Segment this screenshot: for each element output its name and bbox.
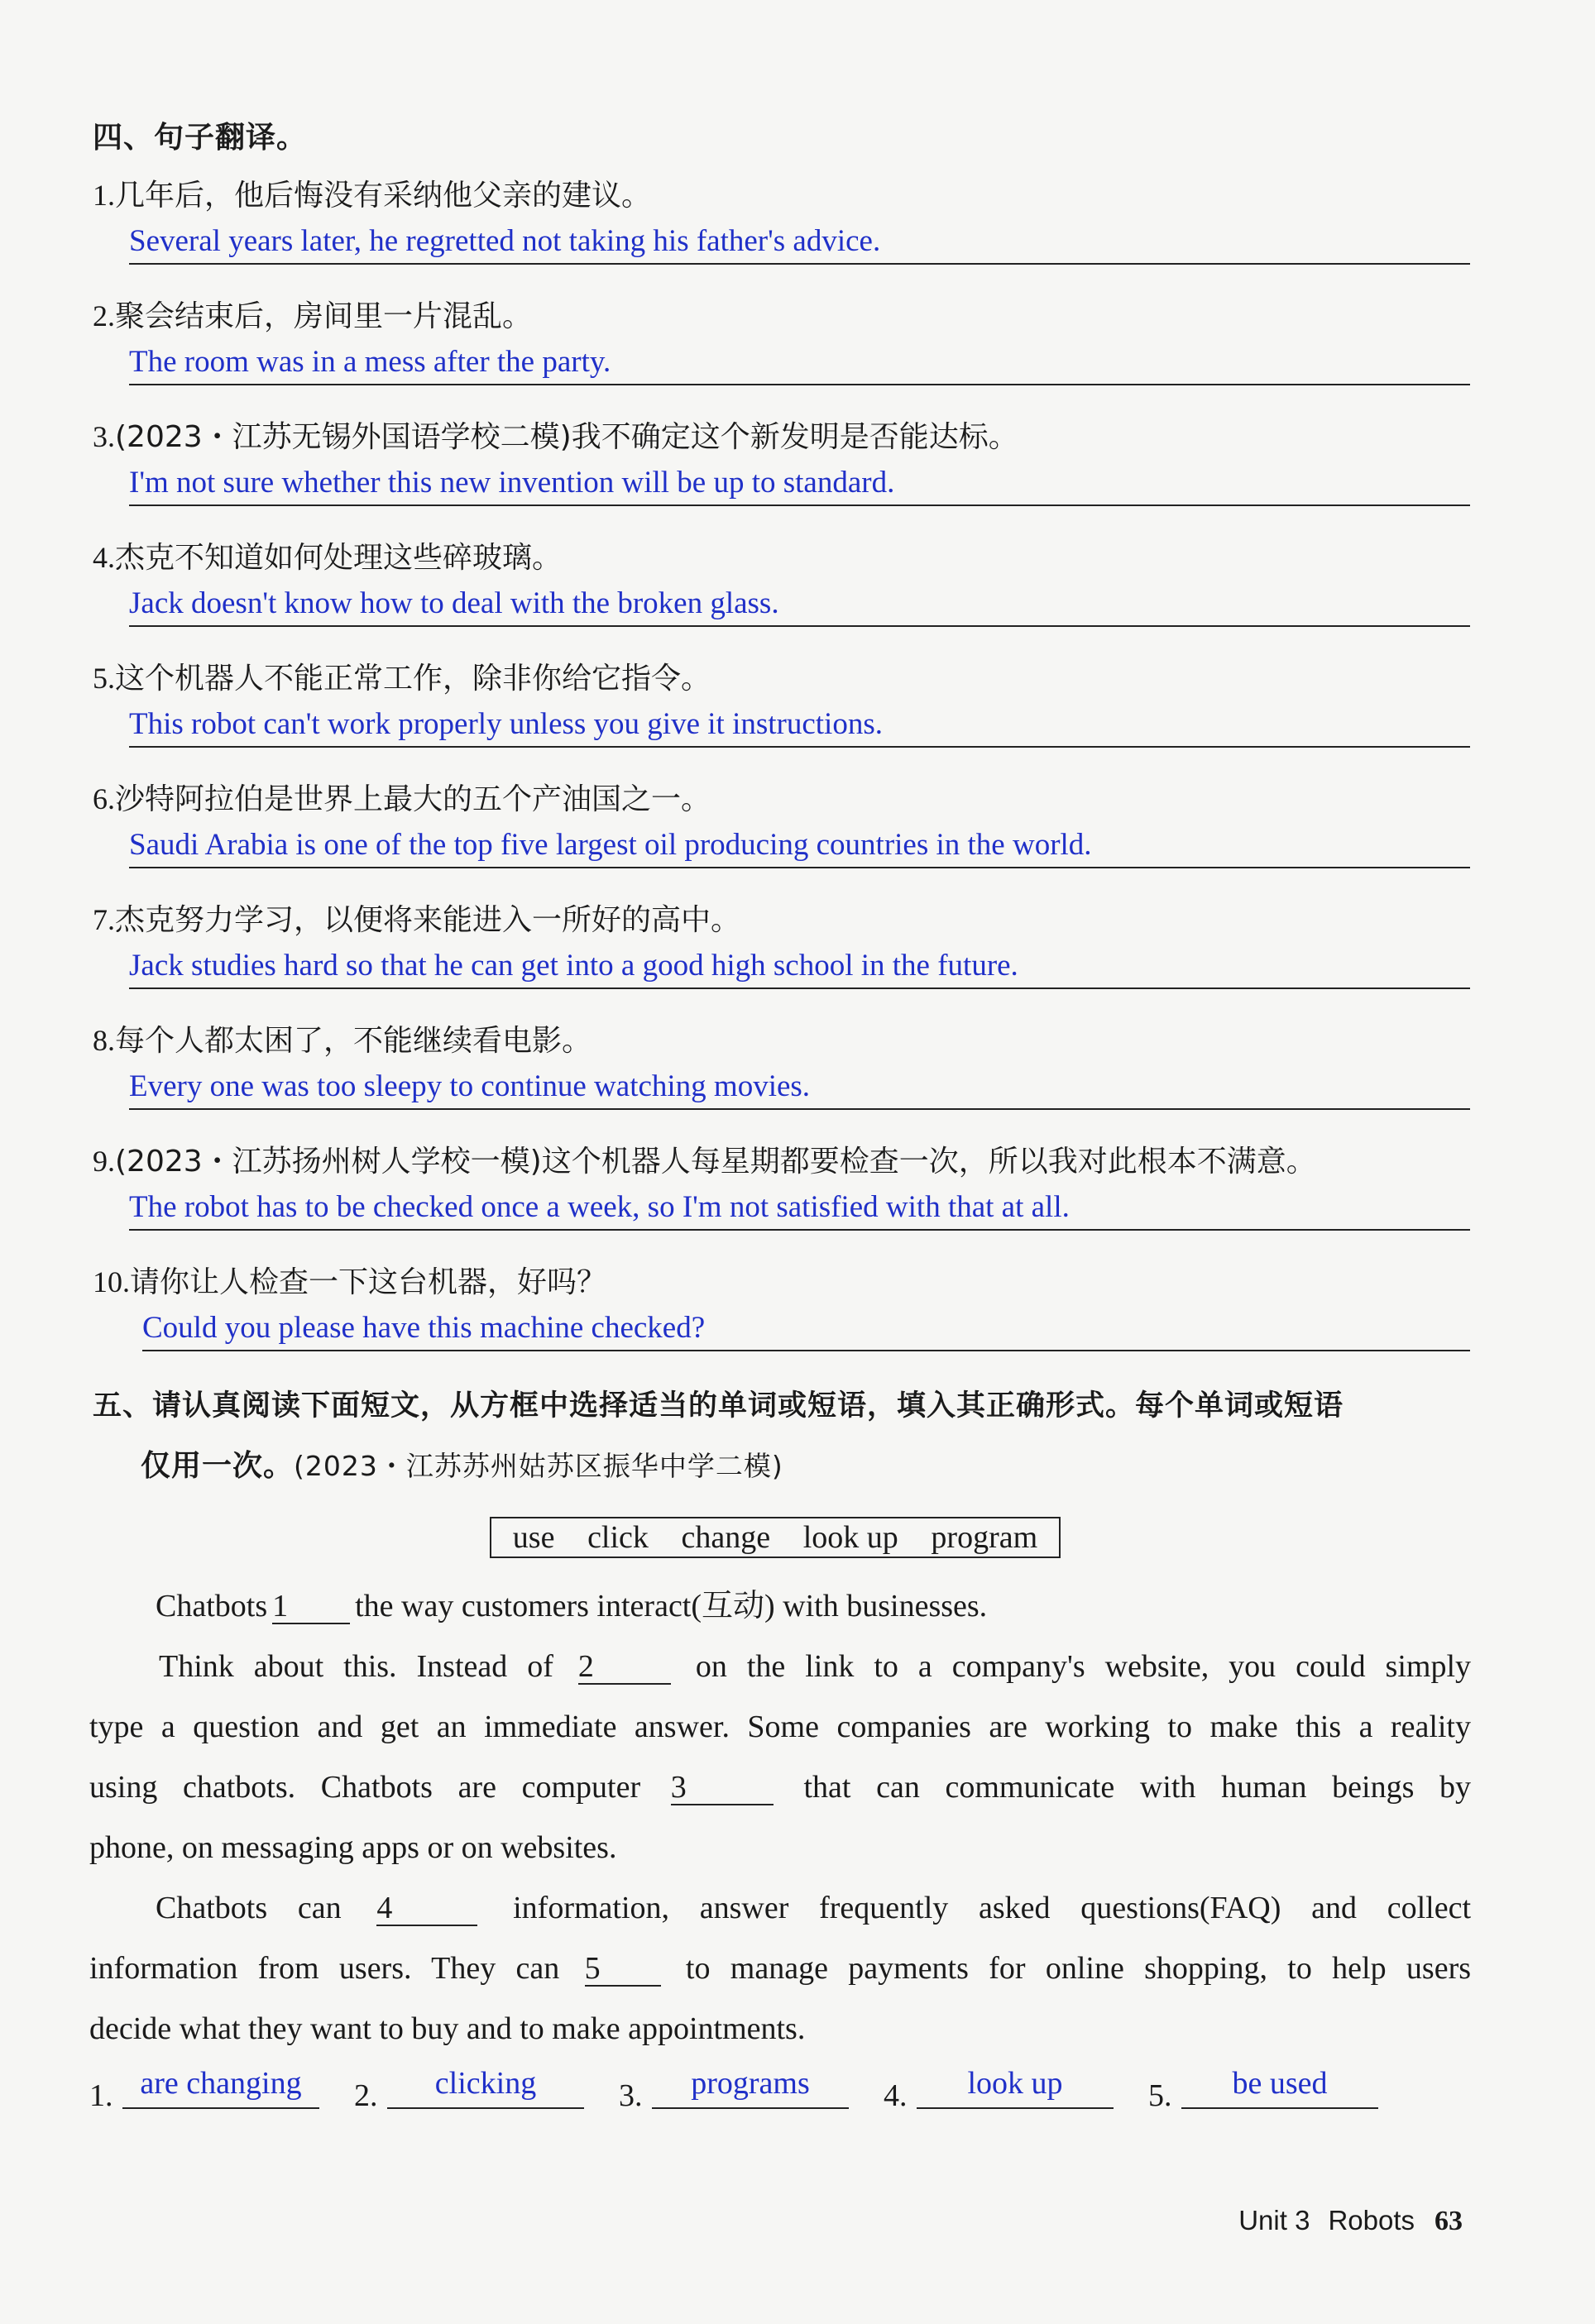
blank-1: 1 (272, 1590, 350, 1624)
word-bank-box (490, 1517, 1061, 1558)
question-text: 9.(2023・江苏扬州树人学校一模)这个机器人每星期都要检查一次，所以我对此根本不满意。 (93, 1145, 1316, 1179)
answer-value: clicking (387, 2059, 584, 2109)
word-bank-item: look up (802, 1520, 898, 1555)
answer-underline (142, 1350, 1470, 1351)
section-5-title-cont: 仅用一次。(2023・江苏苏州姑苏区振华中学二模) (141, 1449, 783, 1483)
answer-text: The room was in a mess after the party. (129, 345, 611, 379)
passage-paragraph-3-line-1: Chatbots can 4 information, answer frequently asked questions(FAQ) and collect (156, 1891, 1472, 1925)
question-text: 4.杰克不知道如何处理这些碎玻璃。 (93, 541, 563, 575)
blank-4: 4 (376, 1891, 477, 1926)
passage-paragraph-3-line-3: decide what they want to buy and to make appointments. (89, 2011, 806, 2046)
question-text: 6.沙特阿拉伯是世界上最大的五个产油国之一。 (93, 782, 711, 816)
answer-text: Jack doesn't know how to deal with the broken glass. (129, 586, 779, 620)
answer-underline (129, 263, 1470, 265)
answer-underline (129, 987, 1470, 989)
answer-underline (129, 1108, 1470, 1110)
translation-item (93, 1259, 1470, 1380)
passage-paragraph-2-line-2: type a question and get an immediate answer. Some companies are working to make this a reality (89, 1710, 1471, 1744)
answer-value: be used (1181, 2059, 1378, 2109)
word-bank-item: change (681, 1520, 771, 1555)
translation-item (93, 293, 1470, 414)
passage-paragraph-2-line-4: phone, on messaging apps or on websites. (89, 1830, 617, 1865)
answer-underline (129, 504, 1470, 506)
answer-text: Jack studies hard so that he can get into a good high school in the future. (129, 949, 1018, 983)
translation-item (93, 414, 1470, 534)
answer-text: I'm not sure whether this new invention will be up to standard. (129, 466, 895, 500)
translation-item (93, 172, 1470, 293)
passage-paragraph-2-line-1: Think about this. Instead of 2 on the link to a company's website, you could simply (159, 1649, 1472, 1684)
question-text: 10.请你让人检查一下这台机器，好吗？ (93, 1265, 607, 1299)
section-5-source: (2023・江苏苏州姑苏区振华中学二模) (294, 1450, 783, 1482)
translation-item (93, 534, 1470, 655)
translation-item (93, 1017, 1470, 1138)
page-footer (1238, 2205, 1463, 2237)
page-number: 63 (1435, 2206, 1463, 2236)
question-text: 7.杰克努力学习，以便将来能进入一所好的高中。 (93, 903, 741, 937)
passage-paragraph-3-line-2: information from users. They can 5 to manage payments for online shopping, to help users (89, 1951, 1472, 1986)
translation-item (93, 655, 1470, 776)
answer-underline (129, 746, 1470, 748)
answer-text: This robot can't work properly unless you give it instructions. (129, 707, 883, 741)
section-4-title: 四、句子翻译。 (93, 121, 308, 155)
question-text: 5.这个机器人不能正常工作，除非你给它指令。 (93, 662, 711, 696)
word-bank-item: click (587, 1520, 649, 1555)
answer-value: look up (917, 2059, 1114, 2109)
word-bank-item: program (931, 1520, 1038, 1555)
answer-text: Every one was too sleepy to continue watching movies. (129, 1069, 811, 1103)
passage-paragraph-2-line-3: using chatbots. Chatbots are computer 3 that can communicate with human beings by (89, 1770, 1472, 1805)
answer-value: are changing (122, 2059, 319, 2109)
answer-text: The robot has to be checked once a week, so I'm not satisfied with that at all. (129, 1190, 1070, 1224)
translation-item (93, 776, 1470, 897)
footer-unit: Unit 3 (1238, 2205, 1310, 2236)
answer-underline (129, 384, 1470, 385)
footer-title: Robots (1328, 2205, 1415, 2236)
question-text: 3.(2023・江苏无锡外国语学校二模)我不确定这个新发明是否能达标。 (93, 420, 1018, 454)
translation-item (93, 1138, 1470, 1259)
answer-text: Several years later, he regretted not taking his father's advice. (129, 224, 881, 258)
answer-text: Could you please have this machine checked? (142, 1311, 706, 1345)
question-text: 1.几年后，他后悔没有采纳他父亲的建议。 (93, 179, 652, 213)
blank-3: 3 (671, 1771, 774, 1805)
passage-paragraph-1: Chatbots 1 the way customers interact(互动) with businesses. (156, 1589, 988, 1623)
question-text: 8.每个人都太困了，不能继续看电影。 (93, 1024, 592, 1058)
answer-underline (129, 1229, 1470, 1231)
answer-row: 1. are changing 2. clicking 3. programs 4. look up 5. be used (89, 2059, 1396, 2117)
answer-value: programs (652, 2059, 849, 2109)
answer-underline (129, 867, 1470, 868)
blank-2: 2 (578, 1650, 671, 1685)
answer-text: Saudi Arabia is one of the top five largest oil producing countries in the world. (129, 828, 1092, 862)
question-text: 2.聚会结束后，房间里一片混乱。 (93, 299, 533, 333)
translation-item (93, 897, 1470, 1017)
blank-5: 5 (585, 1952, 661, 1987)
section-5-title: 五、请认真阅读下面短文，从方框中选择适当的单词或短语，填入其正确形式。每个单词或短语 (93, 1389, 1344, 1423)
word-bank-item: use (512, 1520, 555, 1555)
answer-underline (129, 625, 1470, 627)
